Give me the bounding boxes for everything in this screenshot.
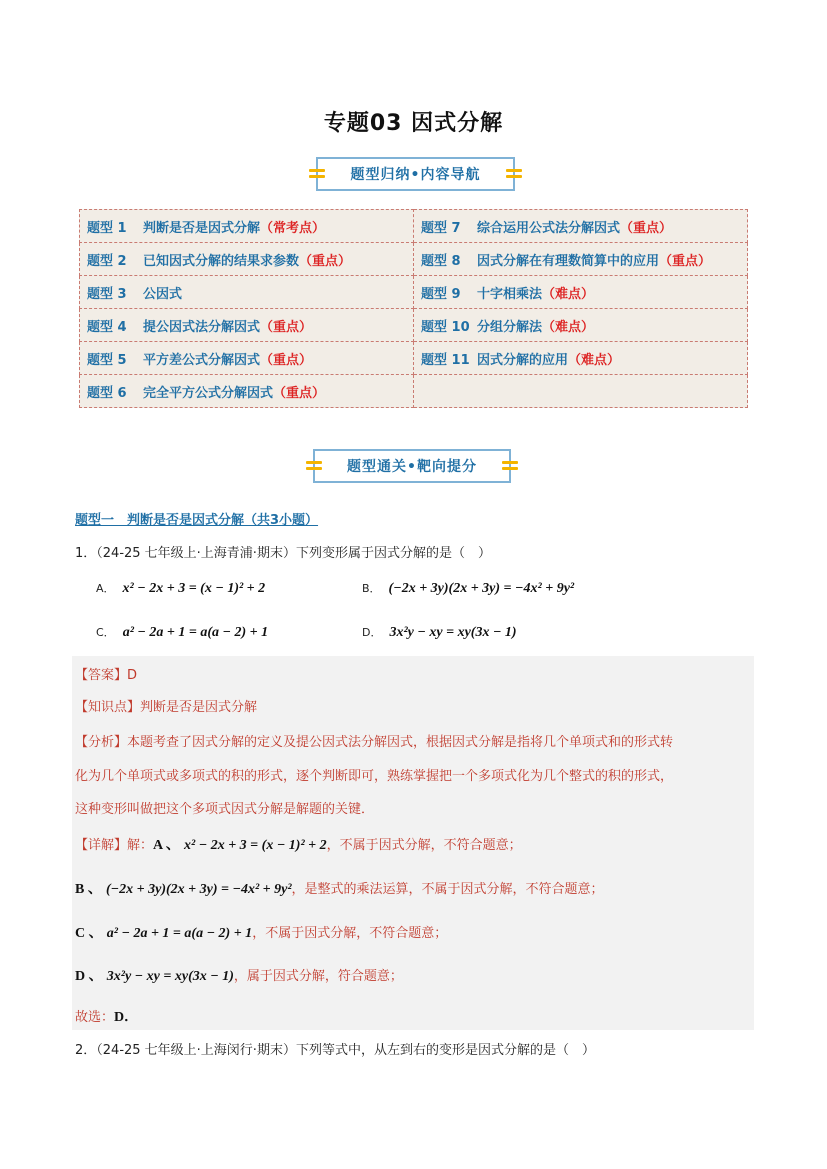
nav-item[interactable]: 题型 9 十字相乘法（难点） [414,276,748,309]
nav-item[interactable]: 题型 6 完全平方公式分解因式（重点） [80,375,414,408]
nav-item[interactable]: 题型 10 分组分解法（难点） [414,309,748,342]
question-1-option-b[interactable]: B． (−2x + 3y)(2x + 3y) = −4x² + 9y² [362,581,575,596]
nav-item-empty [414,375,748,408]
question-1-stem: 1．（24-25 七年级上·上海青浦·期末）下列变形属于因式分解的是（ ） [75,546,491,561]
detail-line-d: D 、 3x²y − xy = xy(3x − 1)，属于因式分解，符合题意； [75,969,403,984]
question-1-option-a[interactable]: A． x² − 2x + 3 = (x − 1)² + 2 [96,581,266,596]
nav-item[interactable]: 题型 3 公因式 [80,276,414,309]
detail-line-c: C 、 a² − 2a + 1 = a(a − 2) + 1，不属于因式分解，不符合题意； [75,926,448,941]
nav-item[interactable]: 题型 11 因式分解的应用（难点） [414,342,748,375]
banner-decoration-icon [502,458,518,474]
banner-label: 题型归纳•内容导航 [350,167,481,183]
section-banner-practice [313,449,511,483]
nav-item[interactable]: 题型 5 平方差公式分解因式（重点） [80,342,414,375]
detail-line-b: B 、 (−2x + 3y)(2x + 3y) = −4x² + 9y²，是整式的乘法运算，不属于因式分解，不符合题意； [75,882,604,897]
answer-line: 【答案】D [75,668,138,683]
question-1-option-c[interactable]: C． a² − 2a + 1 = a(a − 2) + 1 [96,625,269,640]
nav-item[interactable]: 题型 8 因式分解在有理数简算中的应用（重点） [414,243,748,276]
banner-decoration-icon [506,166,522,182]
banner-decoration-icon [306,458,322,474]
banner-decoration-icon [309,166,325,182]
topic-navigation-table [79,209,748,408]
section-heading[interactable]: 题型一 判断是否是因式分解（共3小题） [75,513,319,528]
section-banner-navigation [316,157,515,191]
question-2-stem: 2．（24-25 七年级上·上海闵行·期末）下列等式中，从左到右的变形是因式分解的是（ ） [75,1043,595,1058]
analysis-line: 化为几个单项式或多项式的积的形式，逐个判断即可，熟练掌握把一个多项式化为几个整式的积的形式， [75,769,674,784]
analysis-line: 这种变形叫做把这个多项式因式分解是解题的关键． [75,802,375,817]
nav-item[interactable]: 题型 1 判断是否是因式分解（常考点） [80,210,414,243]
nav-item[interactable]: 题型 2 已知因式分解的结果求参数（重点） [80,243,414,276]
page-title: 专题03 因式分解 [323,111,504,136]
banner-label: 题型通关•靶向提分 [347,459,477,475]
question-1-option-d[interactable]: D． 3x²y − xy = xy(3x − 1) [362,625,517,640]
nav-item[interactable]: 题型 4 提公因式法分解因式（重点） [80,309,414,342]
knowledge-point-line: 【知识点】判断是否是因式分解 [75,700,258,715]
analysis-line: 【分析】本题考查了因式分解的定义及提公因式法分解因式，根据因式分解是指将几个单项式和的形式转 [75,735,674,750]
final-choice-line: 故选：D． [75,1010,139,1025]
nav-item[interactable]: 题型 7 综合运用公式法分解因式（重点） [414,210,748,243]
detail-line-a: 【详解】解：A 、 x² − 2x + 3 = (x − 1)² + 2，不属于因式分解，不符合题意； [75,838,522,853]
